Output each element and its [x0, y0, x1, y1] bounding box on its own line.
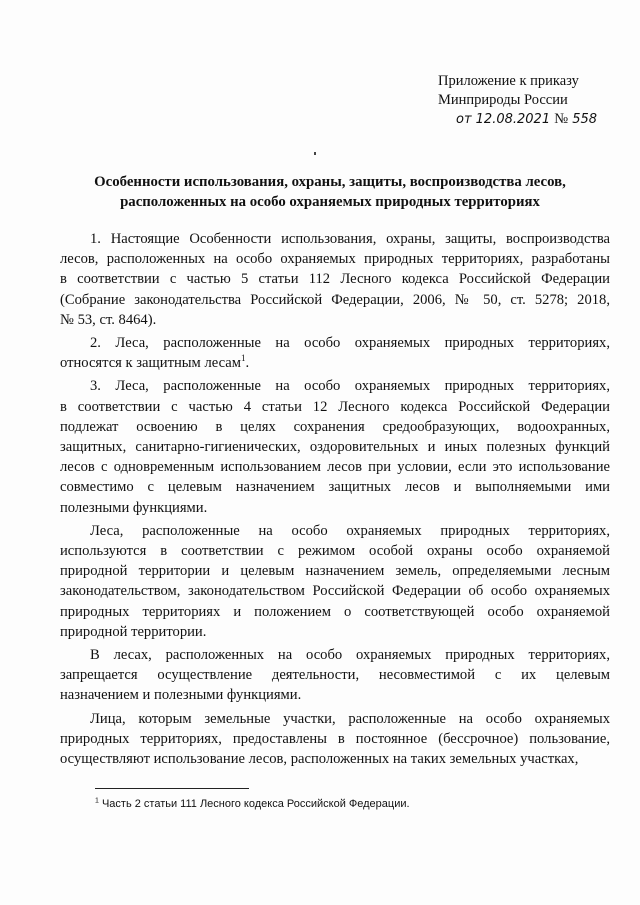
footnote-reference: 1: [240, 353, 246, 364]
paragraph-line: совместимо с целевым назначением защитных лесов и выполняемыми ими: [60, 479, 610, 496]
paragraph-line: защитных, санитарно-гигиенических, оздоровительных и иных полезных функций: [60, 439, 610, 456]
paragraph-line: природной территории и целевым назначением земель, определяемыми лесным: [60, 563, 610, 580]
footnote-separator: [95, 788, 249, 789]
header-line-date-number: [456, 110, 628, 129]
paragraph: [60, 229, 610, 330]
paragraph-line: осуществляют использование лесов, расположенных на таких земельных участках,: [60, 751, 579, 768]
appendix-header: [438, 72, 628, 129]
paragraph-line: природных территориях и положением о соответствующей особо охраняемой: [60, 603, 610, 620]
paragraph: [60, 333, 610, 373]
paragraph-line: законодательством, законодательством Российской Федерации об особо охраняемых: [60, 583, 610, 600]
paragraph-line: лесов с одновременным использованием лесов при условии, если это использование: [60, 459, 610, 476]
paragraph-line: назначением и полезными функциями.: [60, 687, 302, 704]
paragraph-line: [60, 353, 610, 373]
number-label: №: [554, 111, 569, 127]
header-line-ministry: Минприроды России: [438, 92, 568, 108]
footnote: [95, 797, 575, 811]
paragraph-line: в соответствии с частью 4 статьи 12 Лесного кодекса Российской Федерации: [60, 398, 610, 415]
footnote-marker: 1: [95, 797, 99, 805]
handwritten-number: 558: [572, 112, 598, 127]
footnote-text: Часть 2 статьи 111 Лесного кодекса Российской Федерации.: [101, 798, 410, 810]
document-body: [60, 229, 610, 769]
paragraph-line: Лица, которым земельные участки, расположенные на особо охраняемых: [90, 710, 610, 727]
paragraph-line: полезными функциями.: [60, 499, 208, 516]
paragraph-line: (Собрание законодательства Российской Федерации, 2006, № 50, ст. 5278; 2018,: [60, 291, 610, 308]
paragraph: [60, 645, 610, 706]
paragraph: [60, 376, 610, 517]
paragraph: [60, 709, 610, 770]
paragraph-line: 1. Настоящие Особенности использования, охраны, защиты, воспроизводства: [90, 231, 610, 247]
document-title: [60, 172, 600, 212]
paragraph-line: 2. Леса, расположенные на особо охраняемых природных территориях,: [90, 335, 610, 352]
header-line-appendix: Приложение к приказу: [438, 73, 579, 89]
scan-speck: [314, 152, 316, 155]
handwritten-date: от 12.08.2021: [456, 112, 551, 127]
paragraph-line: подлежат освоению в целях сохранения средообразующих, водоохранных,: [60, 418, 610, 435]
title-line-2: расположенных на особо охраняемых природных территориях: [120, 194, 540, 210]
paragraph-line: в соответствии с частью 5 статьи 112 Лесного кодекса Российской Федерации: [60, 271, 610, 288]
paragraph-line: № 53, ст. 8464).: [60, 311, 157, 328]
paragraph-line: используются в соответствии с режимом особой охраны особо охраняемой: [60, 543, 610, 560]
paragraph-line: природных территориях, предоставлены в постоянное (бессрочное) пользование,: [60, 730, 610, 747]
paragraph-line: природной территории.: [60, 623, 207, 640]
paragraph-line-text: относятся к защитным лесам: [60, 355, 241, 372]
paragraph-line: Леса, расположенные на особо охраняемых природных территориях,: [90, 522, 610, 539]
paragraph: [60, 521, 610, 642]
paragraph-line: В лесах, расположенных на особо охраняемых природных территориях,: [90, 647, 610, 664]
title-line-1: Особенности использования, охраны, защиты, воспроизводства лесов,: [94, 174, 566, 190]
paragraph-line: запрещается осуществление деятельности, несовместимой с их целевым: [60, 667, 610, 684]
paragraph-line: лесов, расположенных на особо охраняемых природных территориях, разработаны: [60, 251, 610, 268]
sentence-period: .: [245, 355, 250, 372]
paragraph-line: 3. Леса, расположенные на особо охраняемых природных территориях,: [90, 378, 610, 395]
